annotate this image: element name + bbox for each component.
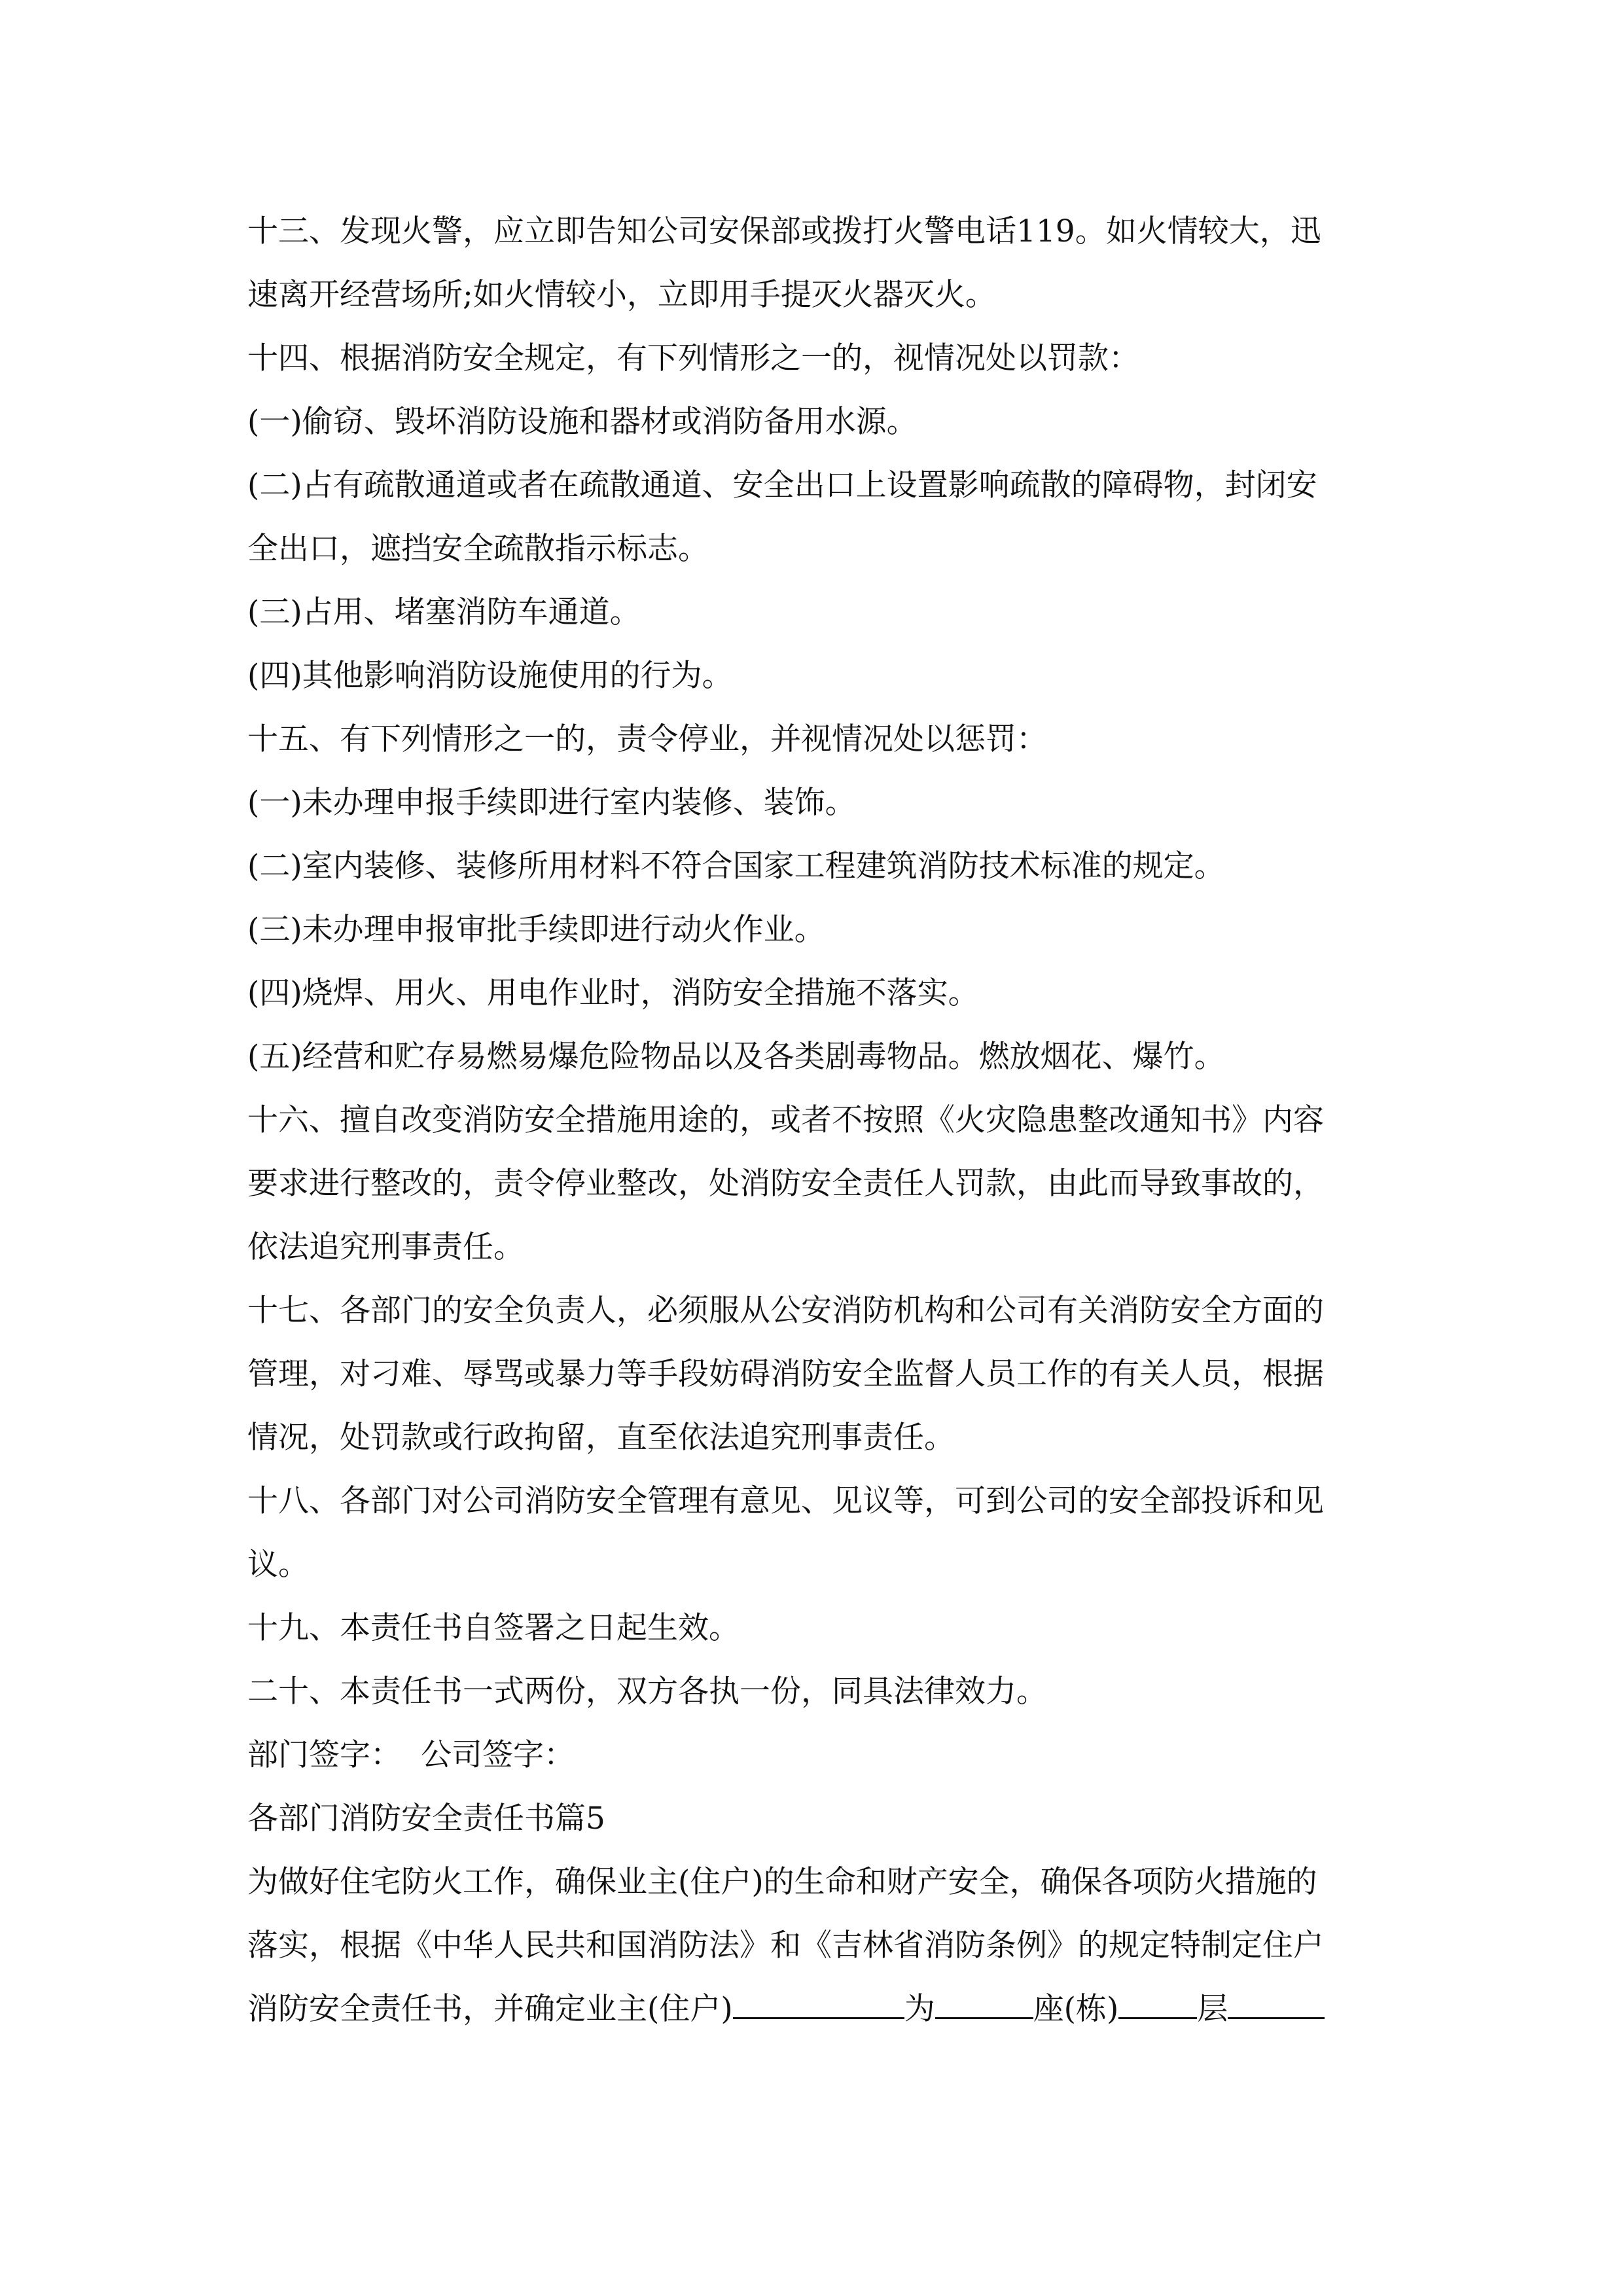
floor-blank[interactable] bbox=[1118, 1987, 1197, 2019]
text-line: 管理，对刁难、辱骂或暴力等手段妨碍消防安全监督人员工作的有关人员，根据 bbox=[247, 1356, 1324, 1392]
text-line: 十三、发现火警，应立即告知公司安保部或拨打火警电话119。如火情较大，迅 bbox=[247, 213, 1321, 249]
text-line: (三)未办理申报审批手续即进行动火作业。 bbox=[247, 912, 825, 948]
text-line: 情况，处罚款或行政拘留，直至依法追究刑事责任。 bbox=[247, 1420, 955, 1456]
fill-in-prefix: 消防安全责任书，并确定业主(住户) bbox=[247, 1991, 733, 2027]
text-line: (二)占有疏散通道或者在疏散通道、安全出口上设置影响疏散的障碍物，封闭安 bbox=[247, 467, 1317, 503]
text-line: 十九、本责任书自签署之日起生效。 bbox=[247, 1610, 740, 1646]
text-line: 十八、各部门对公司消防安全管理有意见、见议等，可到公司的安全部投诉和见 bbox=[247, 1483, 1324, 1519]
company-signature-label: 公司签字： bbox=[421, 1737, 575, 1773]
text-line: 速离开经营场所;如火情较小，立即用手提灭火器灭火。 bbox=[247, 277, 996, 313]
text-line: 十六、擅自改变消防安全措施用途的，或者不按照《火灾隐患整改通知书》内容 bbox=[247, 1102, 1324, 1138]
fill-in-line bbox=[247, 1977, 1386, 2041]
fill-in-word-zuodong: 座(栋) bbox=[1033, 1991, 1119, 2027]
text-line: 为做好住宅防火工作，确保业主(住户)的生命和财产安全，确保各项防火措施的 bbox=[247, 1864, 1317, 1900]
text-line: 全出口，遮挡安全疏散指示标志。 bbox=[247, 531, 709, 567]
signature-line bbox=[247, 1723, 1386, 1787]
section-title: 各部门消防安全责任书篇5 bbox=[247, 1801, 605, 1837]
text-line: (四)其他影响消防设施使用的行为。 bbox=[247, 658, 733, 694]
text-line: 落实，根据《中华人民共和国消防法》和《吉林省消防条例》的规定特制定住户 bbox=[247, 1928, 1324, 1964]
text-line: 依法追究刑事责任。 bbox=[247, 1229, 524, 1265]
text-line: 十七、各部门的安全负责人，必须服从公安消防机构和公司有关消防安全方面的 bbox=[247, 1293, 1324, 1329]
fill-in-word-ceng: 层 bbox=[1197, 1991, 1228, 2027]
room-blank[interactable] bbox=[1228, 1987, 1325, 2019]
department-signature-label: 部门签字： bbox=[247, 1737, 401, 1773]
document-body bbox=[247, 200, 1386, 2041]
owner-name-blank[interactable] bbox=[733, 1987, 904, 2019]
text-line: (二)室内装修、装修所用材料不符合国家工程建筑消防技术标准的规定。 bbox=[247, 848, 1225, 884]
text-line: (四)烧焊、用火、用电作业时，消防安全措施不落实。 bbox=[247, 975, 979, 1011]
text-line: (三)占用、堵塞消防车通道。 bbox=[247, 594, 641, 630]
text-line: (五)经营和贮存易燃易爆危险物品以及各类剧毒物品。燃放烟花、爆竹。 bbox=[247, 1039, 1225, 1075]
building-blank[interactable] bbox=[935, 1987, 1033, 2019]
fill-in-word-wei: 为 bbox=[904, 1991, 935, 2027]
text-line: 十五、有下列情形之一的，责令停业，并视情况处以惩罚： bbox=[247, 721, 1047, 757]
text-line: 十四、根据消防安全规定，有下列情形之一的，视情况处以罚款： bbox=[247, 340, 1139, 376]
text-line: (一)未办理申报手续即进行室内装修、装饰。 bbox=[247, 785, 856, 821]
text-line: (一)偷窃、毁坏消防设施和器材或消防备用水源。 bbox=[247, 404, 918, 440]
text-line: 议。 bbox=[247, 1547, 309, 1583]
text-line: 二十、本责任书一式两份，双方各执一份，同具法律效力。 bbox=[247, 1674, 1047, 1710]
text-line: 要求进行整改的，责令停业整改，处消防安全责任人罚款，由此而导致事故的， bbox=[247, 1166, 1324, 1202]
